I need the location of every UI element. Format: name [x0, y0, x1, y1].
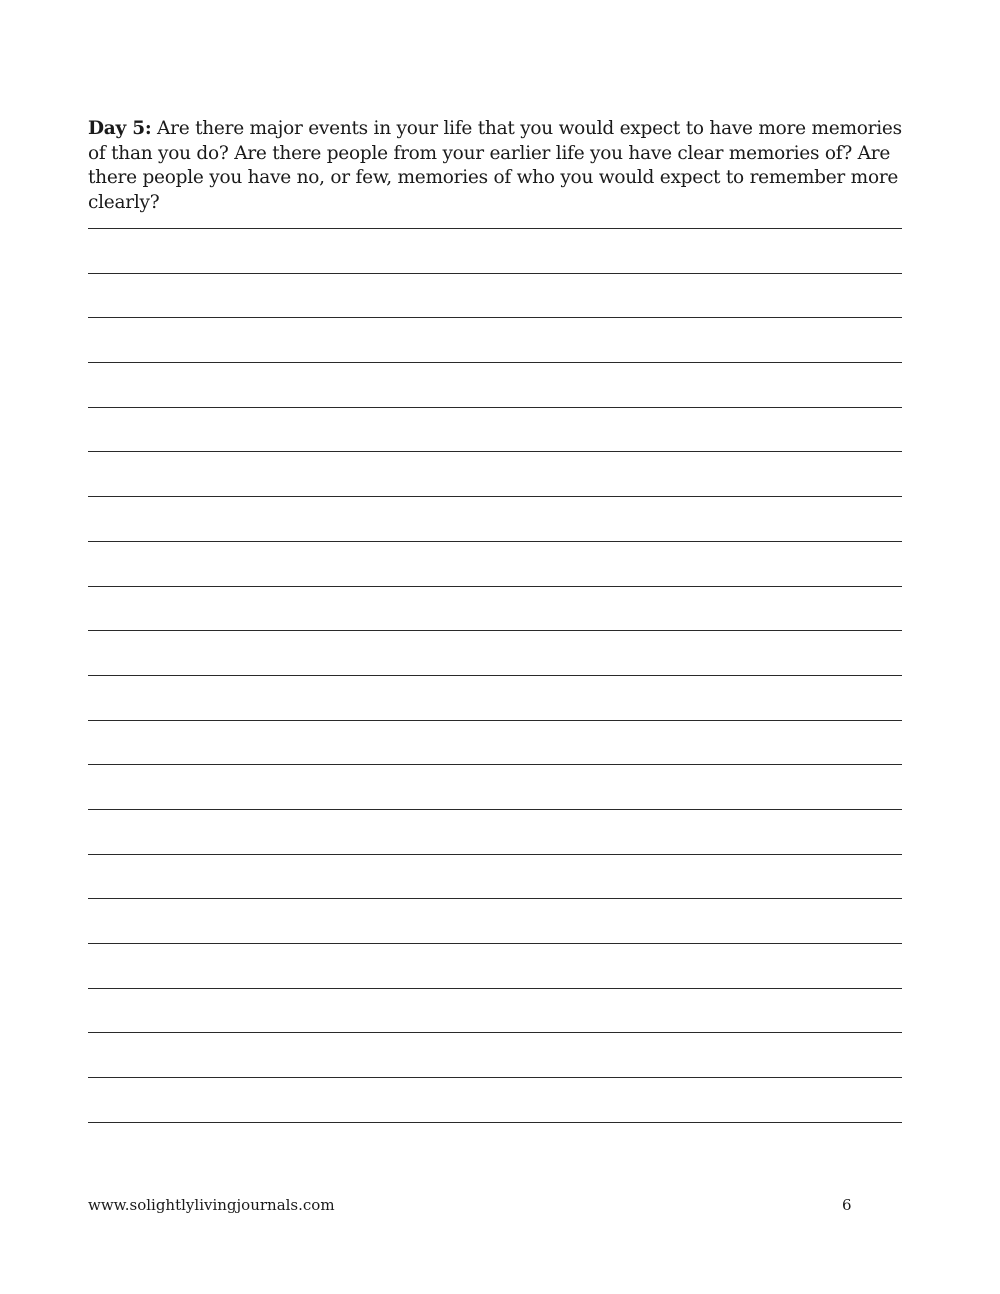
prompt-question: Are there major events in your life that you would expect to have more memories of than you do? Are there people from your earlier life you have clear memories of? Are there people you have no, or few, memories of who you would expect to remember more clearly?: [88, 118, 902, 213]
writing-line: [88, 228, 902, 229]
writing-line: [88, 1032, 902, 1033]
writing-line: [88, 720, 902, 721]
writing-line: [88, 496, 902, 497]
writing-line: [88, 988, 902, 989]
writing-line: [88, 362, 902, 363]
writing-line: [88, 1122, 902, 1123]
writing-line: [88, 407, 902, 408]
writing-line: [88, 764, 902, 765]
day-label: Day 5:: [88, 118, 152, 139]
journal-prompt: [88, 117, 918, 215]
writing-line: [88, 586, 902, 587]
writing-line: [88, 898, 902, 899]
footer-url: www.solightlylivingjournals.com: [88, 1196, 335, 1214]
writing-line: [88, 541, 902, 542]
writing-line: [88, 630, 902, 631]
page-number: 6: [842, 1196, 852, 1214]
writing-line: [88, 854, 902, 855]
writing-line: [88, 451, 902, 452]
writing-line: [88, 1077, 902, 1078]
writing-line: [88, 943, 902, 944]
writing-line: [88, 273, 902, 274]
writing-lines: [88, 228, 902, 1166]
writing-line: [88, 675, 902, 676]
writing-line: [88, 317, 902, 318]
writing-line: [88, 809, 902, 810]
